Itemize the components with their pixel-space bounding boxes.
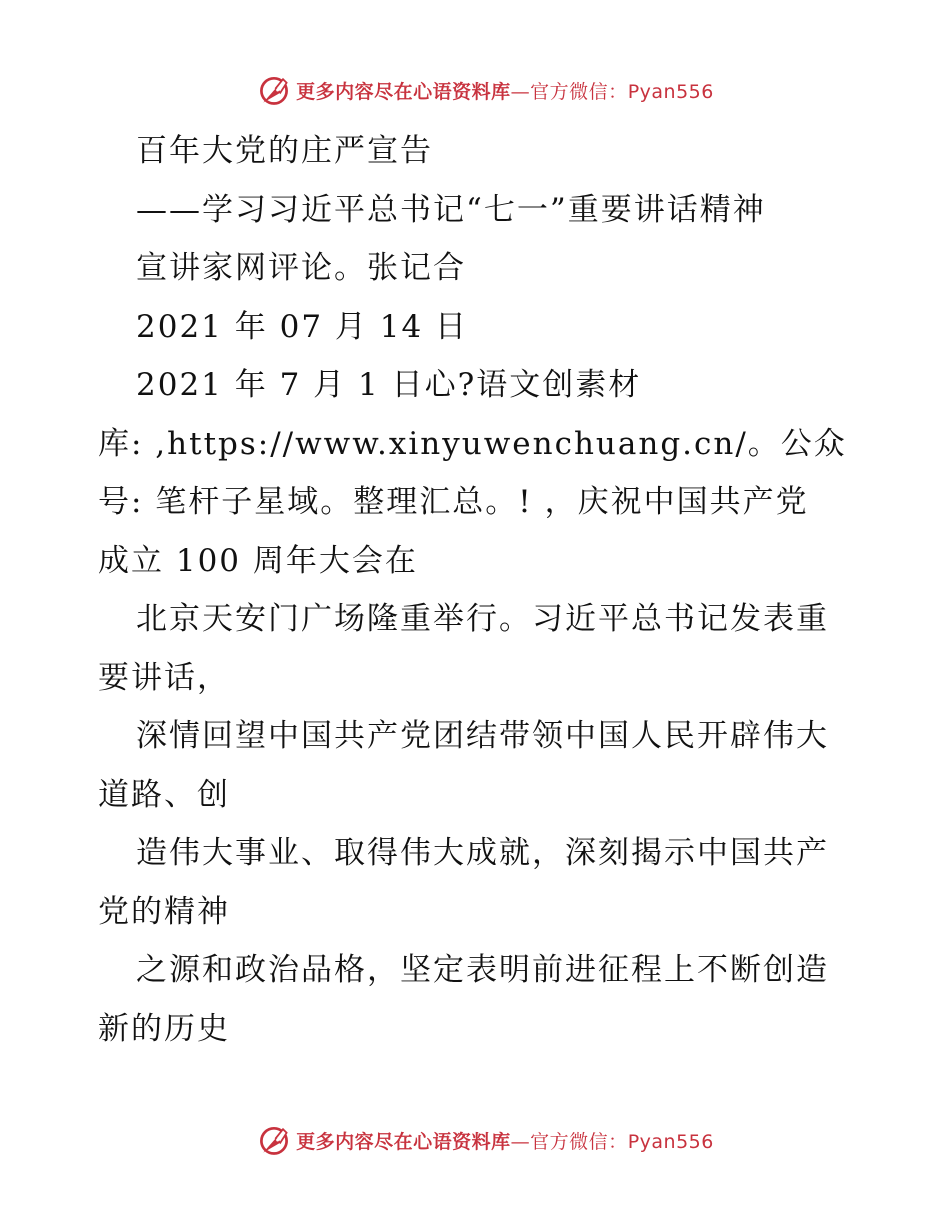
banner-wechat-label: 官方微信：	[530, 1130, 628, 1153]
banner-text-group	[296, 1127, 714, 1154]
body-line: 成立 100 周年大会在	[98, 542, 418, 579]
pen-nib-logo-icon	[256, 72, 292, 108]
footer-banner	[0, 1120, 950, 1160]
body-line: 号: 笔杆子星域。整理汇总。! ，庆祝中国共产党	[98, 484, 809, 520]
body-line: 2021 年 7 月 1 日心?语文创素材	[136, 367, 642, 403]
body-line: 新的历史	[98, 1010, 230, 1047]
document-date: 2021 年 07 月 14 日	[136, 308, 469, 345]
banner-wechat-label: 官方微信：	[530, 80, 628, 103]
document-title: 百年大党的庄严宣告	[136, 133, 433, 169]
body-line: 库: ,https://www.xinyuwenchuang.cn/。公众	[98, 425, 847, 462]
banner-wechat-id: Pyan556	[627, 80, 714, 103]
header-banner	[0, 70, 950, 110]
banner-title: 更多内容尽在心语资料库	[296, 80, 511, 103]
body-line: 之源和政治品格，坚定表明前进征程上不断创造	[136, 952, 829, 988]
document-subtitle: ——学习习近平总书记“七一”重要讲话精神	[136, 191, 766, 228]
body-line: 北京天安门广场隆重举行。习近平总书记发表重	[136, 601, 829, 637]
document-body	[98, 122, 858, 1058]
body-line: 造伟大事业、取得伟大成就，深刻揭示中国共产	[136, 835, 829, 871]
banner-wechat-id: Pyan556	[627, 1130, 714, 1153]
pen-nib-logo-icon	[256, 1122, 292, 1158]
banner-separator: —	[510, 80, 531, 103]
body-line: 要讲话，	[98, 659, 230, 696]
banner-text-group	[296, 77, 714, 104]
body-line: 深情回望中国共产党团结带领中国人民开辟伟大	[136, 718, 829, 754]
banner-separator: —	[510, 1130, 531, 1153]
body-line: 道路、创	[98, 776, 230, 813]
banner-title: 更多内容尽在心语资料库	[296, 1130, 511, 1153]
document-byline: 宣讲家网评论。张记合	[136, 250, 466, 286]
body-line: 党的精神	[98, 893, 230, 930]
footer-banner-content	[256, 1122, 714, 1158]
header-banner-content	[256, 72, 714, 108]
